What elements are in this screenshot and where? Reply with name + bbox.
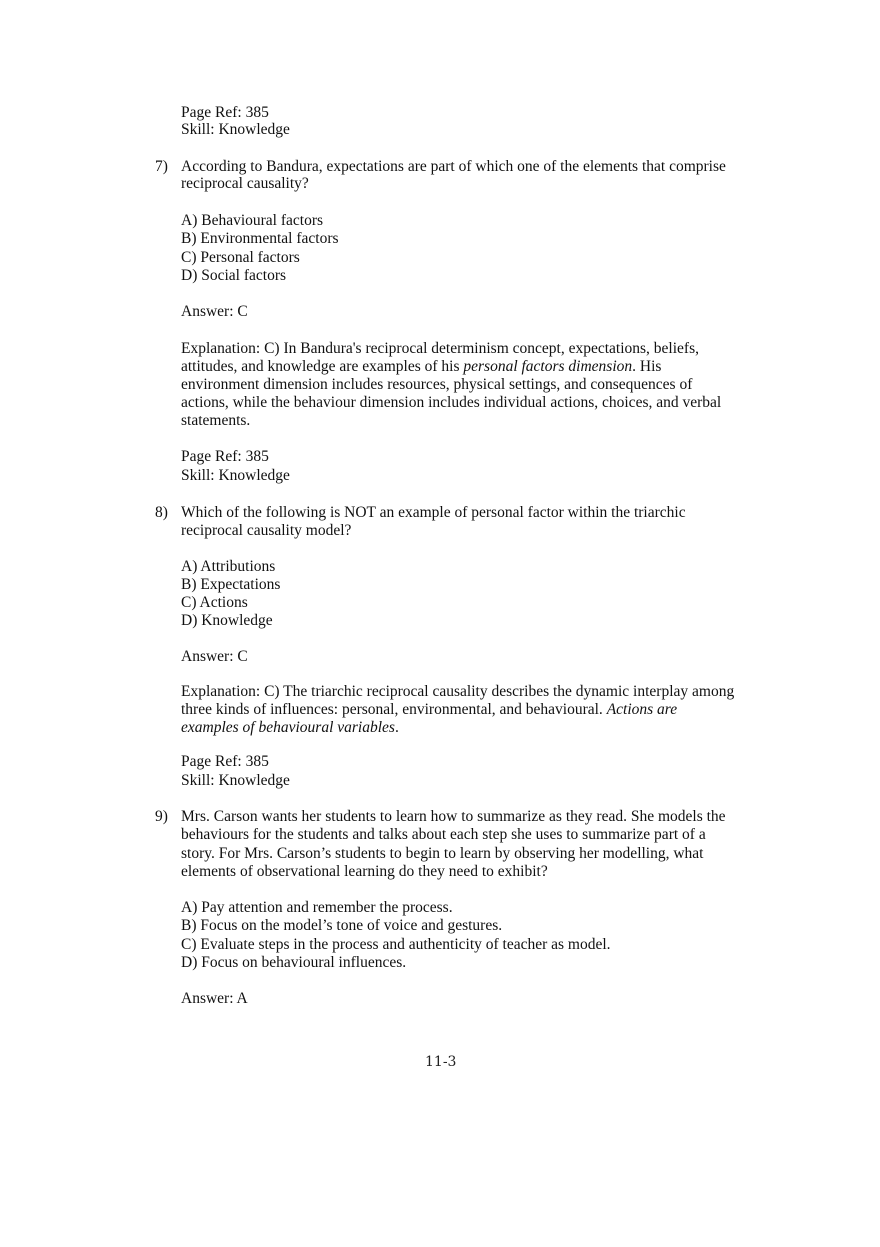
answer-option: D) Social factors — [181, 267, 287, 284]
question-stem: According to Bandura, expectations are part of which one of the elements that comprise — [181, 158, 726, 175]
question-stem: story. For Mrs. Carson’s students to begin to learn by observing her modelling, what — [181, 845, 704, 862]
answer-option: C) Personal factors — [181, 249, 300, 266]
answer-option: C) Evaluate steps in the process and authenticity of teacher as model. — [181, 936, 611, 953]
question-number: 7) — [155, 158, 168, 175]
page-ref: Page Ref: 385 — [181, 448, 269, 465]
question-number: 9) — [155, 808, 168, 825]
explanation-line — [181, 412, 250, 430]
answer: Answer: C — [181, 648, 248, 665]
skill: Skill: Knowledge — [181, 467, 290, 484]
emphasis-text: personal factors dimension — [463, 358, 633, 375]
text-segment: three kinds of influences: personal, environmental, and behavioural. — [181, 701, 607, 718]
emphasis-text: examples of behavioural variables — [181, 719, 395, 736]
explanation-line — [181, 376, 692, 394]
explanation-line — [181, 701, 677, 719]
text-segment: Explanation: C) In Bandura's reciprocal determinism concept, expectations, beliefs, — [181, 340, 699, 357]
skill: Skill: Knowledge — [181, 772, 290, 789]
question-stem: elements of observational learning do they need to exhibit? — [181, 863, 548, 880]
emphasis-text: Actions are — [606, 701, 678, 718]
explanation-line — [181, 683, 734, 701]
question-stem: Mrs. Carson wants her students to learn how to summarize as they read. She models the — [181, 808, 726, 825]
answer-option: D) Knowledge — [181, 612, 273, 629]
page-ref: Page Ref: 385 — [181, 753, 269, 770]
answer-option: B) Expectations — [181, 576, 281, 593]
explanation-line — [181, 358, 661, 376]
text-segment: attitudes, and knowledge are examples of his — [181, 358, 464, 375]
text-segment: . — [394, 719, 399, 736]
question-stem: reciprocal causality? — [181, 175, 309, 192]
text-segment: actions, while the behaviour dimension includes individual actions, choices, and verbal — [181, 394, 722, 411]
answer: Answer: C — [181, 303, 248, 320]
answer-option: B) Focus on the model’s tone of voice and gestures. — [181, 917, 503, 934]
text-segment: environment dimension includes resources, physical settings, and consequences of — [181, 376, 693, 393]
text-segment: . His — [632, 358, 662, 375]
question-number: 8) — [155, 504, 168, 521]
question-stem: Which of the following is NOT an example of personal factor within the triarchic — [181, 504, 686, 521]
answer-option: C) Actions — [181, 594, 248, 611]
skill: Skill: Knowledge — [181, 121, 290, 138]
question-stem: behaviours for the students and talks about each step she uses to summarize part of a — [181, 826, 706, 843]
explanation-line — [181, 340, 699, 358]
text-segment: Explanation: C) The triarchic reciprocal causality describes the dynamic interplay among — [181, 683, 735, 700]
answer-option: A) Pay attention and remember the process. — [181, 899, 453, 916]
explanation-line — [181, 719, 399, 737]
answer-option: A) Attributions — [181, 558, 276, 575]
page-number: 11-3 — [425, 1054, 457, 1070]
answer: Answer: A — [181, 990, 248, 1007]
answer-option: A) Behavioural factors — [181, 212, 324, 229]
answer-option: D) Focus on behavioural influences. — [181, 954, 407, 971]
answer-option: B) Environmental factors — [181, 230, 339, 247]
question-stem: reciprocal causality model? — [181, 522, 352, 539]
explanation-line — [181, 394, 721, 412]
page-ref: Page Ref: 385 — [181, 104, 269, 121]
text-segment: statements. — [181, 412, 251, 429]
